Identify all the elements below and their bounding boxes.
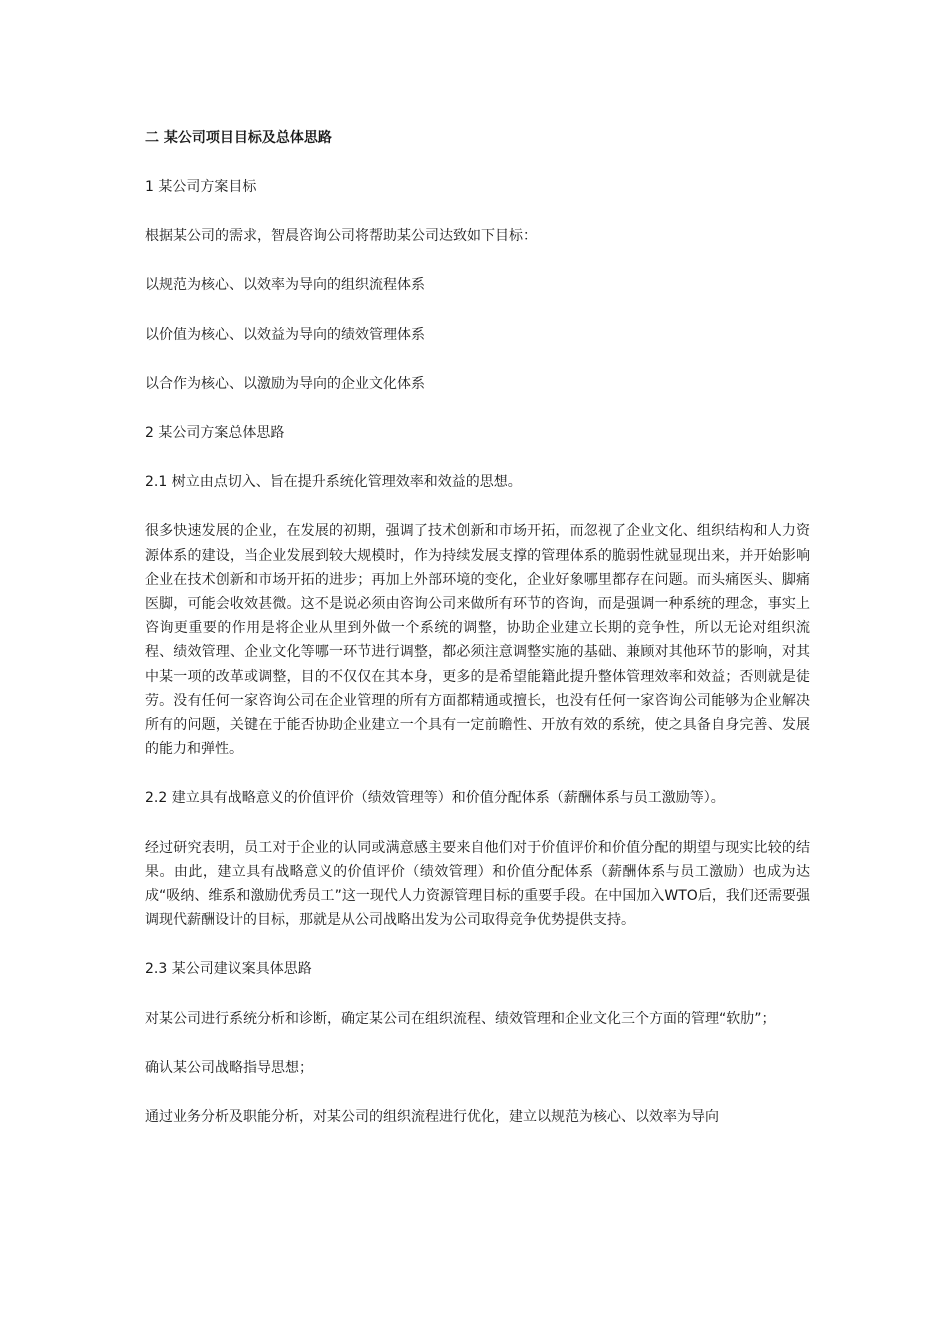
paragraph-2-3-item-1: 对某公司进行系统分析和诊断，确定某公司在组织流程、绩效管理和企业文化三个方面的管理“软肋”； [145, 1010, 776, 1027]
subsection-heading-2-1: 2.1 树立由点切入、旨在提升系统化管理效率和效益的思想。 [145, 474, 522, 491]
goal-item-1: 以规范为核心、以效率为导向的组织流程体系 [145, 277, 425, 294]
paragraph-2-2-body: 经过研究表明，员工对于企业的认同或满意感主要来自他们对于价值评价和价值分配的期望与现实比较的结果。由此，建立具有战略意义的价值评价（绩效管理）和价值分配体系（薪酬体系与员工激励）也成为达成“吸纳、维系和激励优秀员工”这一现代人力资源管理目标的重要手段。在中国加入WTO后，我们还需要强调现代薪酬设计的目标，那就是从公司战略出发为公司取得竞争优势提供支持。 [145, 839, 810, 929]
paragraph-intro: 根据某公司的需求，智晨咨询公司将帮助某公司达致如下目标： [145, 228, 537, 245]
document-page [145, 126, 810, 1129]
subsection-heading-2-2: 2.2 建立具有战略意义的价值评价（绩效管理等）和价值分配体系（薪酬体系与员工激励等）。 [145, 790, 725, 807]
subsection-heading-2-3: 2.3 某公司建议案具体思路 [145, 961, 312, 978]
goal-item-3: 以合作为核心、以激励为导向的企业文化体系 [145, 375, 425, 392]
section-heading-2: 2 某公司方案总体思路 [145, 425, 285, 442]
paragraph-2-3-item-2: 确认某公司战略指导思想； [145, 1059, 313, 1076]
paragraph-2-3-item-3: 通过业务分析及职能分析，对某公司的组织流程进行优化，建立以规范为核心、以效率为导向 [145, 1109, 719, 1126]
goal-item-2: 以价值为核心、以效益为导向的绩效管理体系 [145, 326, 425, 343]
document-title: 二 某公司项目目标及总体思路 [145, 130, 332, 146]
paragraph-2-1-body: 很多快速发展的企业，在发展的初期，强调了技术创新和市场开拓，而忽视了企业文化、组织结构和人力资源体系的建设，当企业发展到较大规模时，作为持续发展支撑的管理体系的脆弱性就显现出来，并开始影响企业在技术创新和市场开拓的进步；再加上外部环境的变化，企业好象哪里都存在问题。而头痛医头、脚痛医脚，可能会收效甚微。这不是说必须由咨询公司来做所有环节的咨询，而是强调一种系统的理念，事实上咨询更重要的作用是将企业从里到外做一个系统的调整，协助企业建立长期的竞争性，所以无论对组织流程、绩效管理、企业文化等哪一环节进行调整，都必须注意调整实施的基础、兼顾对其他环节的影响，对其中某一项的改革或调整，目的不仅仅在其本身，更多的是希望能籍此提升整体管理效率和效益；否则就是徒劳。没有任何一家咨询公司在企业管理的所有方面都精通或擅长，也没有任何一家咨询公司能够为企业解决所有的问题，关键在于能否协助企业建立一个具有一定前瞻性、开放有效的系统，使之具备自身完善、发展的能力和弹性。 [145, 523, 810, 758]
section-heading-1: 1 某公司方案目标 [145, 179, 257, 195]
